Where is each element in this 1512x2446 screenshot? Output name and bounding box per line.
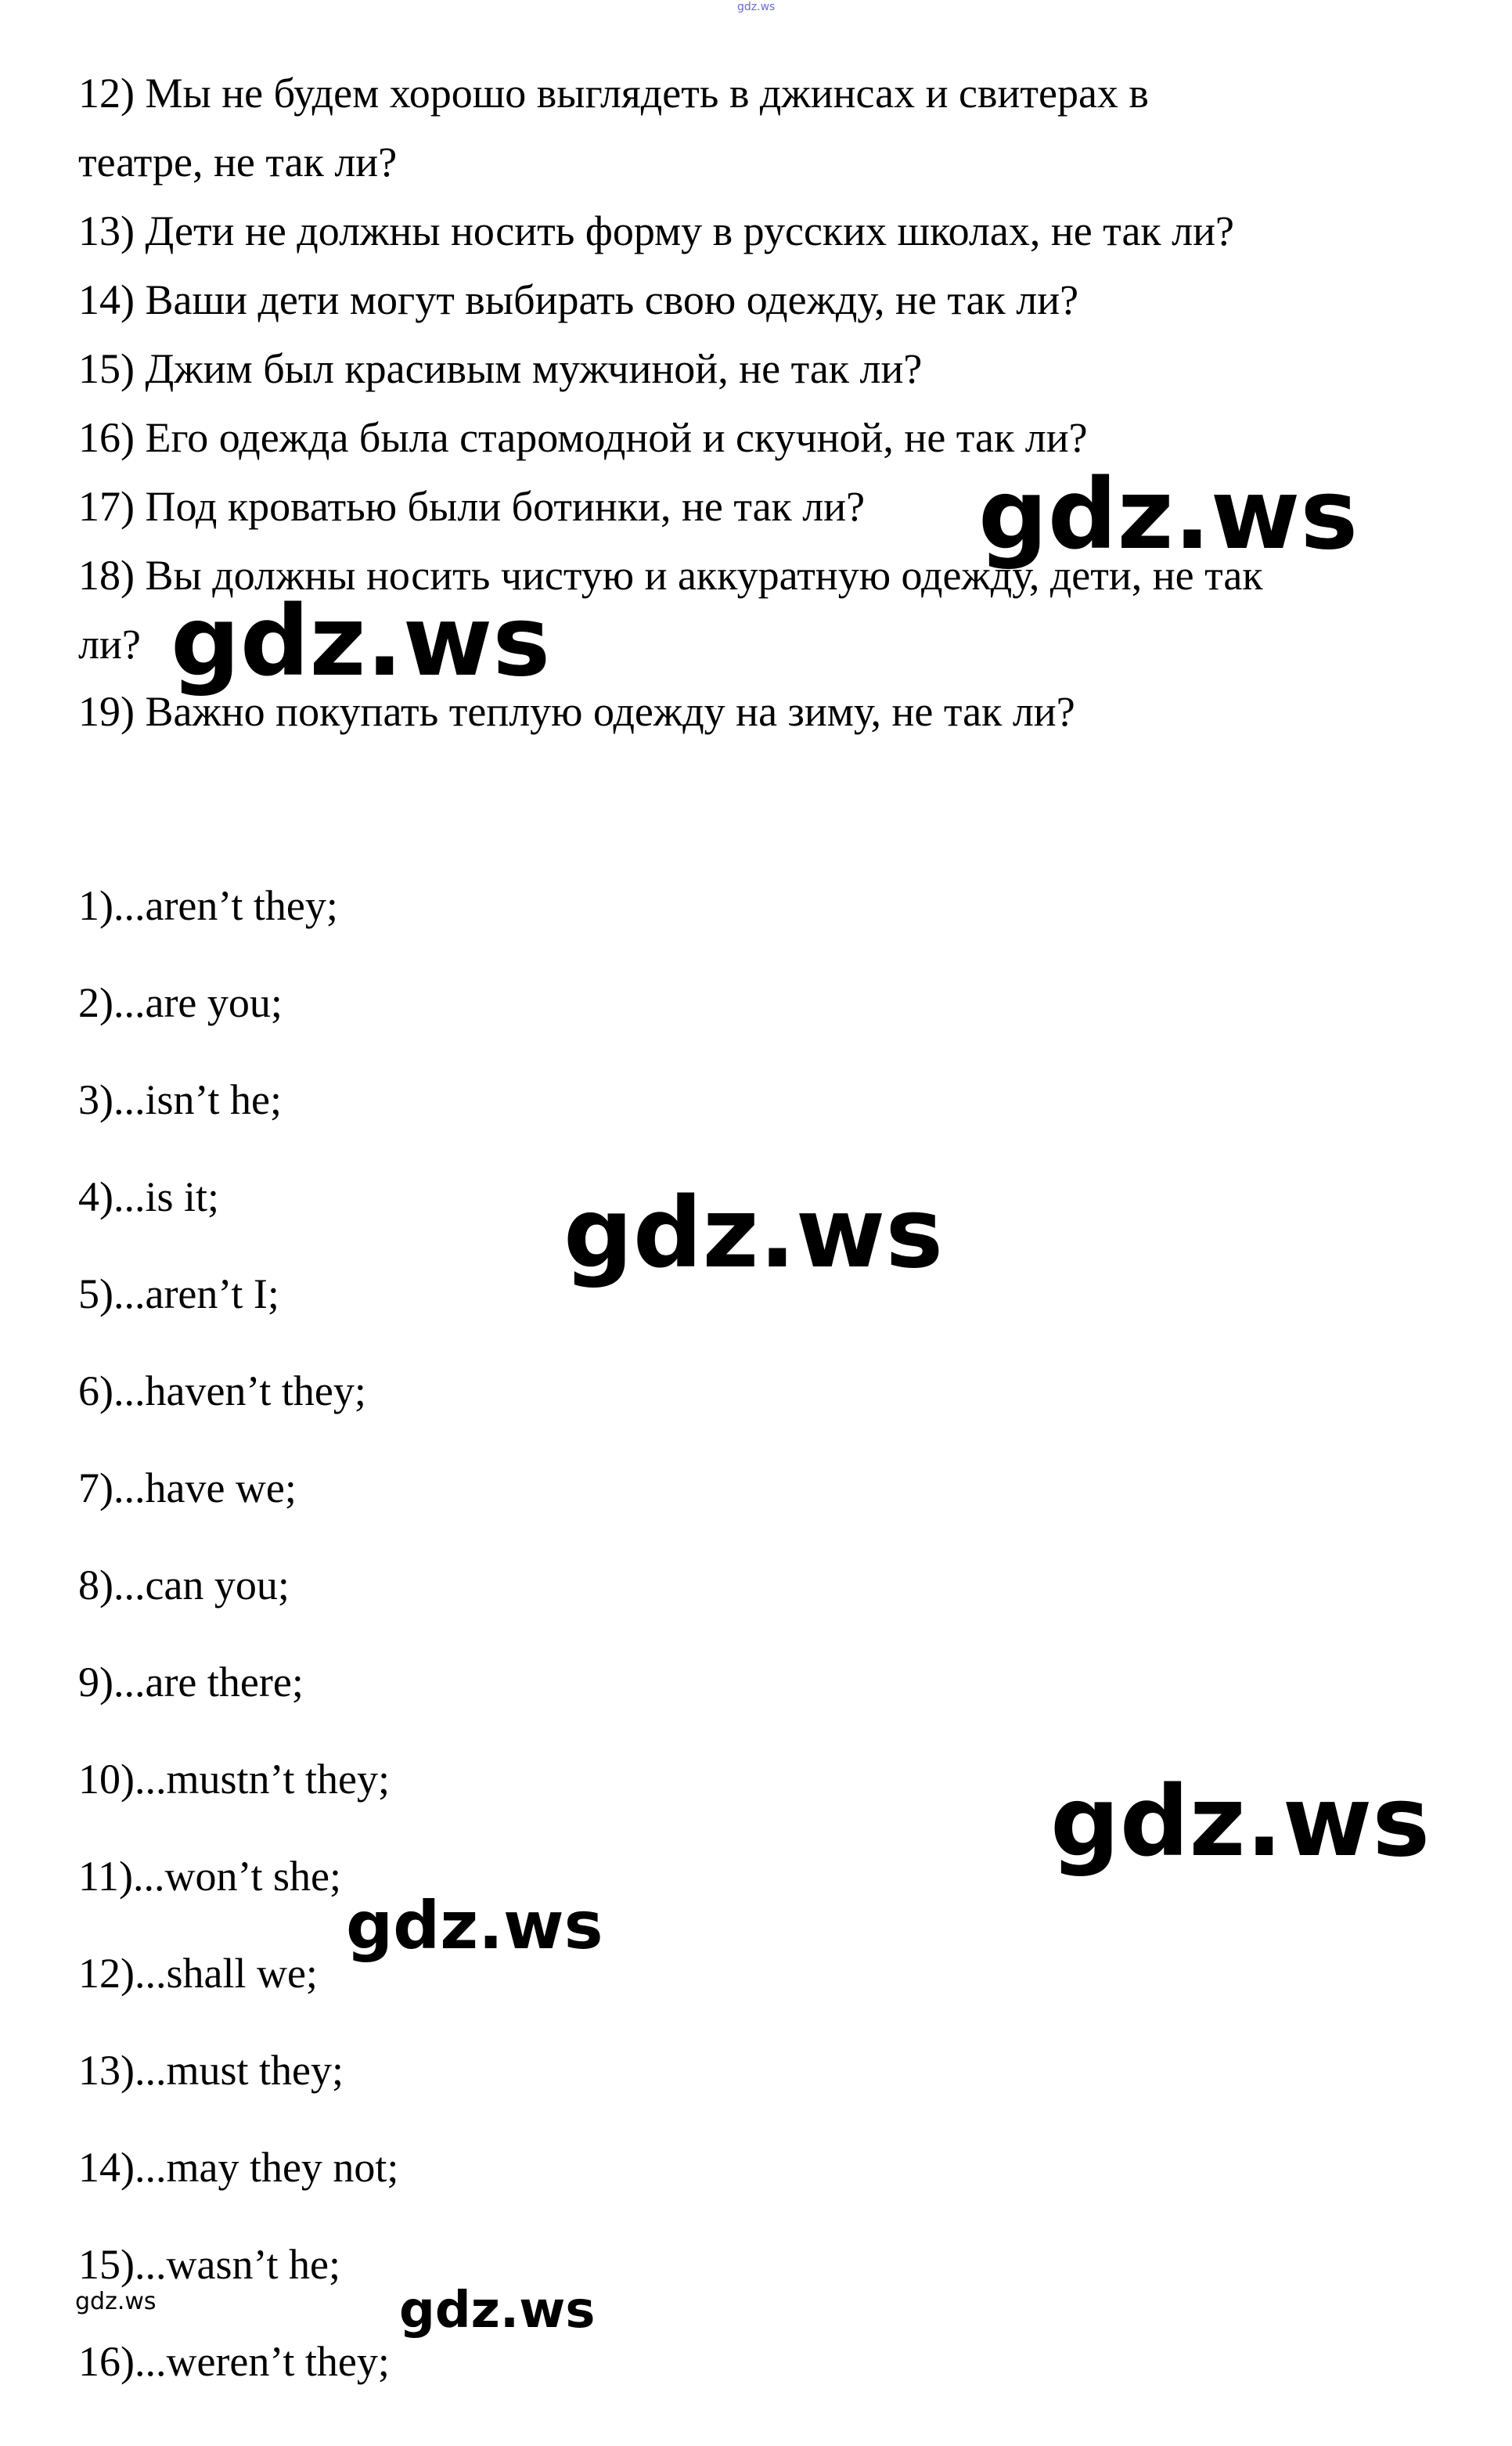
watermark: gdz.ws [346,1887,603,1964]
question-line: 16) Его одежда была старомодной и скучной, не так ли? [78,414,1088,461]
answer-line: 6)...haven’t they; [78,1367,366,1414]
answer-line: 16)...weren’t they; [78,2338,390,2385]
answer-line: 1)...aren’t they; [78,882,338,929]
watermark: gdz.ws [399,2282,596,2340]
question-line: ли? [78,621,141,668]
question-line: 13) Дети не должны носить форму в русских школах, не так ли? [78,207,1234,254]
answer-line: 15)...wasn’t he; [78,2241,340,2288]
answer-line: 8)...can you; [78,1562,290,1608]
answer-line: 10)...mustn’t they; [78,1756,390,1803]
question-line: 18) Вы должны носить чистую и аккуратную одежду, дети, не так [78,552,1263,599]
answer-line: 7)...have we; [78,1464,297,1511]
answer-line: 9)...are there; [78,1659,304,1706]
answer-line: 12)...shall we; [78,1950,318,1997]
answer-line: 14)...may they not; [78,2144,399,2191]
question-line: 17) Под кроватью были ботинки, не так ли? [78,483,866,530]
question-line: 12) Мы не будем хорошо выглядеть в джинсах и свитерах в [78,70,1149,117]
question-line: 15) Джим был красивым мужчиной, не так ли? [78,345,923,392]
watermark-small: gdz.ws [75,2288,157,2315]
question-line: театре, не так ли? [78,139,398,186]
answer-line: 4)...is it; [78,1173,220,1220]
watermark: gdz.ws [1050,1766,1431,1879]
answer-line: 13)...must they; [78,2047,344,2094]
answer-line: 5)...aren’t I; [78,1270,279,1317]
question-line: 19) Важно покупать теплую одежду на зиму, не так ли? [78,688,1075,735]
watermark: gdz.ws [563,1177,944,1290]
watermark-tiny: gdz.ws [737,1,776,13]
watermark: gdz.ws [978,459,1359,571]
answer-line: 11)...won’t she; [78,1853,341,1900]
answer-line: 2)...are you; [78,979,283,1026]
answer-line: 3)...isn’t he; [78,1076,282,1123]
watermark: gdz.ws [171,585,551,698]
question-line: 14) Ваши дети могут выбирать свою одежду, не так ли? [78,276,1079,323]
